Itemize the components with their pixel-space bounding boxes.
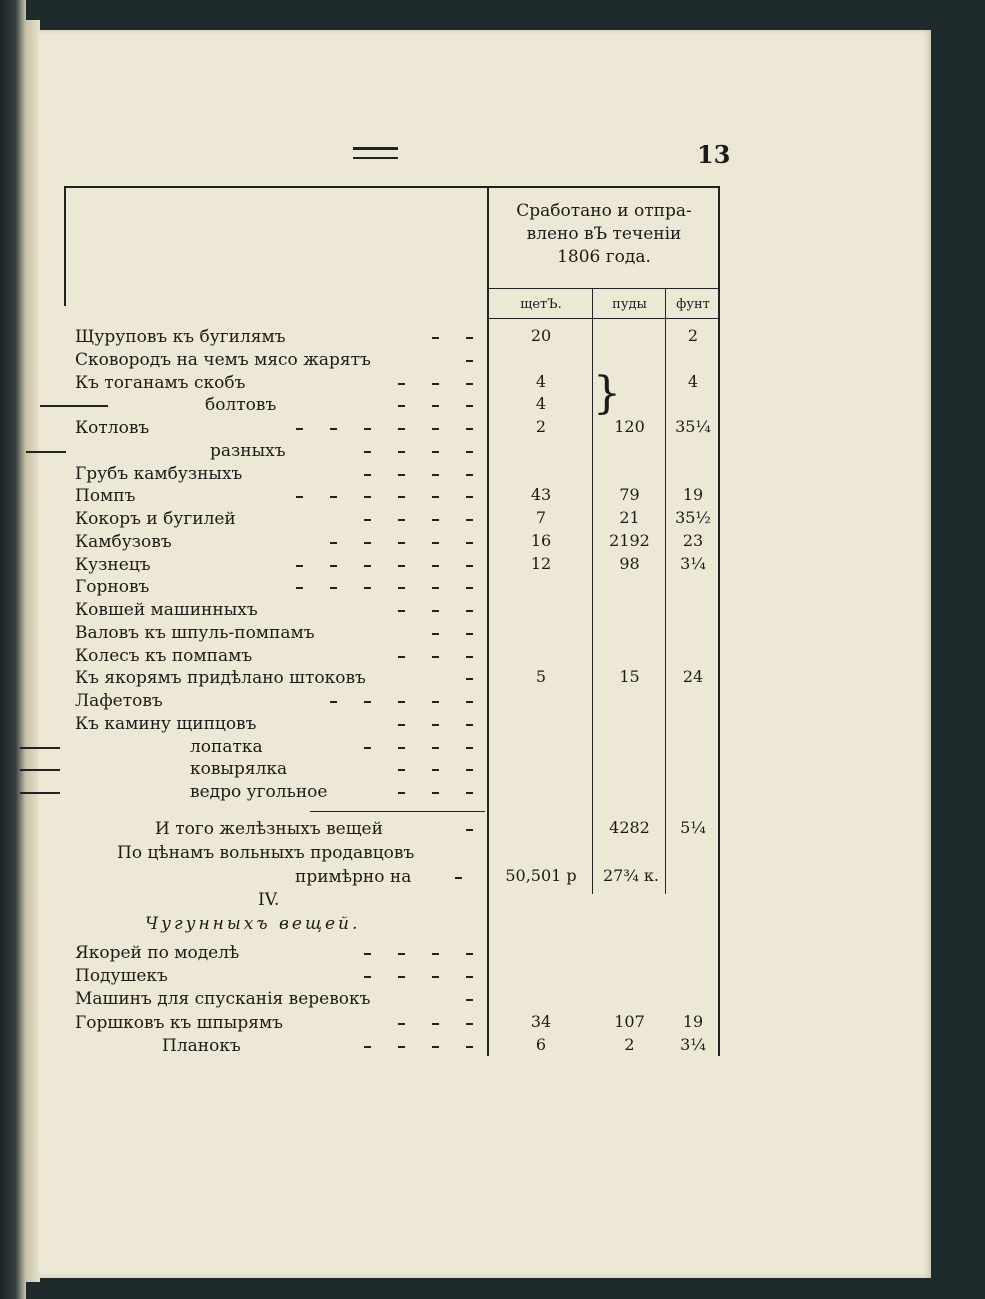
cell-c1: 43 xyxy=(530,485,552,505)
leader-dash xyxy=(398,496,405,498)
total-label: И того желѣзныхъ вещей xyxy=(155,819,383,839)
leader-dash xyxy=(296,428,303,430)
leader-dash xyxy=(330,565,337,567)
table-left-rule xyxy=(64,186,66,306)
leader-dash xyxy=(364,976,371,978)
ditto-mark xyxy=(26,451,66,453)
cell-c1: 12 xyxy=(530,553,552,573)
cell-c1: 5 xyxy=(535,667,547,687)
column-header-pieces: щетЪ. xyxy=(520,297,562,312)
label-column-divider xyxy=(487,186,489,1056)
row-label: разныхъ xyxy=(210,440,286,461)
cell-c3: 24 xyxy=(682,667,704,687)
leader-dash xyxy=(432,633,439,635)
leader-dash xyxy=(364,496,371,498)
cell-c2: 79 xyxy=(619,485,640,505)
leader-dash xyxy=(466,542,473,544)
leader-dash xyxy=(432,474,439,476)
leader-dash xyxy=(432,976,439,978)
leader-dash xyxy=(432,1046,439,1048)
cell-c3: 3¼ xyxy=(680,553,706,573)
leader-dash xyxy=(432,405,439,407)
row-label: Кузнецъ xyxy=(75,554,151,575)
col-divider-2 xyxy=(665,288,666,894)
leader-dash xyxy=(398,747,405,749)
leader-dash xyxy=(330,496,337,498)
row-label: Камбузовъ xyxy=(75,531,172,552)
row-label: Лафетовъ xyxy=(75,691,163,711)
leader-dash xyxy=(364,428,371,430)
price-kopecks: 27¾ к. xyxy=(602,866,660,885)
leader-dash xyxy=(398,953,405,955)
leader-dash xyxy=(330,587,337,589)
leader-dash xyxy=(398,565,405,567)
leader-dash xyxy=(466,953,473,955)
row-label: Валовъ къ шпуль-помпамъ xyxy=(75,622,315,643)
leader-dash xyxy=(296,565,303,567)
leader-dash xyxy=(364,587,371,589)
leader-dash xyxy=(466,678,473,680)
leader-dash xyxy=(432,496,439,498)
leader-dash xyxy=(364,953,371,955)
row-label: Подушекъ xyxy=(75,966,168,987)
leader-dash xyxy=(432,337,439,339)
cell-c3: 3¼ xyxy=(680,1034,706,1054)
leader-dash xyxy=(432,656,439,658)
row-label: Котловъ xyxy=(75,418,150,438)
row-label: болтовъ xyxy=(205,395,277,416)
leader-dash xyxy=(466,405,473,407)
cell-c1: 16 xyxy=(530,530,552,550)
leader-dash xyxy=(432,1023,439,1025)
leader-dash xyxy=(296,496,303,498)
leader-dash xyxy=(296,587,303,589)
leader-dash xyxy=(432,542,439,544)
leader-dash xyxy=(466,337,473,339)
price-rubles: 50,501 р xyxy=(505,866,577,885)
cell-c1: 4 xyxy=(535,394,547,414)
grouping-brace: } xyxy=(593,368,621,419)
row-label: Колесъ къ помпамъ xyxy=(75,645,253,666)
ditto-mark xyxy=(20,792,60,794)
leader-dash xyxy=(398,701,405,703)
row-label: Якорей по моделѣ xyxy=(75,943,240,963)
cell-c3: 19 xyxy=(682,1011,704,1031)
ditto-mark xyxy=(20,769,60,771)
leader-dash xyxy=(330,542,337,544)
row-label: Помпъ xyxy=(75,486,136,507)
cell-c2: 120 xyxy=(614,417,645,436)
row-label: Машинъ для спусканія веревокъ xyxy=(75,989,371,1010)
leader-dash xyxy=(364,747,371,749)
cell-c1: 34 xyxy=(530,1011,552,1031)
column-header-poods: пуды xyxy=(612,297,647,312)
leader-dash xyxy=(466,976,473,978)
leader-dash xyxy=(466,1023,473,1025)
price-dash xyxy=(455,877,462,879)
row-label: Грубъ камбузныхъ xyxy=(75,463,243,484)
row-label: Къ камину щипцовъ xyxy=(75,713,257,734)
cell-c3: 23 xyxy=(682,530,704,550)
leader-dash xyxy=(466,360,473,362)
cell-c3: 35½ xyxy=(675,508,711,527)
cell-c3: 4 xyxy=(687,371,699,391)
leader-dash xyxy=(398,1046,405,1048)
leader-dash xyxy=(466,610,473,612)
cell-c2: 21 xyxy=(619,508,640,527)
row-label: Кокоръ и бугилей xyxy=(75,509,236,529)
leader-dash xyxy=(466,383,473,385)
leader-dash xyxy=(364,701,371,703)
leader-dash xyxy=(466,496,473,498)
leader-dash xyxy=(466,451,473,453)
page-number: 13 xyxy=(697,140,731,169)
leader-dash xyxy=(432,428,439,430)
leader-dash xyxy=(398,383,405,385)
cell-c2: 15 xyxy=(619,667,640,687)
leader-dash xyxy=(398,542,405,544)
cell-c1: 2 xyxy=(535,417,547,436)
leader-dash xyxy=(398,976,405,978)
cell-c1: 7 xyxy=(535,508,547,527)
leader-dash xyxy=(364,519,371,521)
leader-dash xyxy=(364,542,371,544)
total-dash xyxy=(466,829,473,831)
leader-dash xyxy=(398,792,405,794)
leader-dash xyxy=(466,656,473,658)
leader-dash xyxy=(398,474,405,476)
leader-dash xyxy=(398,724,405,726)
cell-c1: 6 xyxy=(535,1034,547,1054)
leader-dash xyxy=(398,405,405,407)
leader-dash xyxy=(466,769,473,771)
row-label: Горновъ xyxy=(75,577,150,598)
header-caption xyxy=(489,200,719,269)
leader-dash xyxy=(466,428,473,430)
leader-dash xyxy=(432,610,439,612)
leader-dash xyxy=(398,1023,405,1025)
leader-dash xyxy=(364,451,371,453)
cell-c3: 2 xyxy=(687,326,699,345)
leader-dash xyxy=(466,999,473,1001)
totals-rule xyxy=(310,811,485,812)
leader-dash xyxy=(466,565,473,567)
leader-dash xyxy=(432,587,439,589)
cell-c1: 20 xyxy=(530,326,552,345)
leader-dash xyxy=(466,747,473,749)
leader-dash xyxy=(364,474,371,476)
row-label: ведро угольное xyxy=(190,782,328,802)
row-label: Щуруповъ къ бугилямъ xyxy=(75,327,286,347)
book-spine xyxy=(0,0,26,1299)
cell-c2: 2192 xyxy=(609,530,650,550)
leader-dash xyxy=(432,953,439,955)
row-label: Къ якорямъ придѣлано штоковъ xyxy=(75,668,366,689)
table-right-rule xyxy=(718,186,720,1056)
row-label: Ковшей машинныхъ xyxy=(75,600,258,620)
column-header-pounds: фунт xyxy=(676,297,710,312)
table-top-rule xyxy=(64,186,720,188)
header-line-3: 1806 года. xyxy=(557,247,651,267)
leader-dash xyxy=(364,1046,371,1048)
ditto-mark xyxy=(20,747,60,749)
leader-dash xyxy=(432,519,439,521)
header-ornament-rule xyxy=(353,147,398,159)
row-label: ковырялка xyxy=(190,759,288,780)
leader-dash xyxy=(466,1046,473,1048)
leader-dash xyxy=(466,701,473,703)
column-header-bottom-rule xyxy=(487,318,720,319)
row-label: Горшковъ къ шпырямъ xyxy=(75,1012,283,1033)
leader-dash xyxy=(466,633,473,635)
leader-dash xyxy=(398,656,405,658)
row-label: Сковородъ на чемъ мясо жарятъ xyxy=(75,349,371,370)
leader-dash xyxy=(432,451,439,453)
leader-dash xyxy=(466,519,473,521)
row-label: Къ тоганамъ скобъ xyxy=(75,372,246,393)
leader-dash xyxy=(432,792,439,794)
leader-dash xyxy=(330,428,337,430)
header-divider-rule xyxy=(487,288,720,289)
leader-dash xyxy=(364,565,371,567)
cell-c2: 107 xyxy=(614,1011,645,1031)
header-line-1: Сработано и отпра- xyxy=(516,201,692,221)
leader-dash xyxy=(466,474,473,476)
row-label: лопатка xyxy=(190,736,263,757)
ditto-mark xyxy=(40,405,108,407)
leader-dash xyxy=(466,792,473,794)
leader-dash xyxy=(398,610,405,612)
cell-c1: 4 xyxy=(535,371,547,391)
leader-dash xyxy=(432,769,439,771)
leader-dash xyxy=(398,428,405,430)
leader-dash xyxy=(466,724,473,726)
leader-dash xyxy=(432,565,439,567)
row-label: Планокъ xyxy=(162,1035,241,1056)
leader-dash xyxy=(398,769,405,771)
cell-c3: 35¼ xyxy=(675,417,711,436)
leader-dash xyxy=(432,724,439,726)
leader-dash xyxy=(330,701,337,703)
leader-dash xyxy=(398,519,405,521)
leader-dash xyxy=(432,701,439,703)
cell-c3: 19 xyxy=(682,485,704,505)
total-pounds: 5¼ xyxy=(680,818,706,837)
leader-dash xyxy=(432,747,439,749)
leader-dash xyxy=(432,383,439,385)
leader-dash xyxy=(398,587,405,589)
total-poods: 4282 xyxy=(609,818,650,837)
cell-c2: 2 xyxy=(624,1034,635,1054)
header-line-2: влено вЪ теченіи xyxy=(526,224,682,244)
leader-dash xyxy=(466,587,473,589)
leader-dash xyxy=(398,451,405,453)
cell-c2: 98 xyxy=(619,553,640,573)
